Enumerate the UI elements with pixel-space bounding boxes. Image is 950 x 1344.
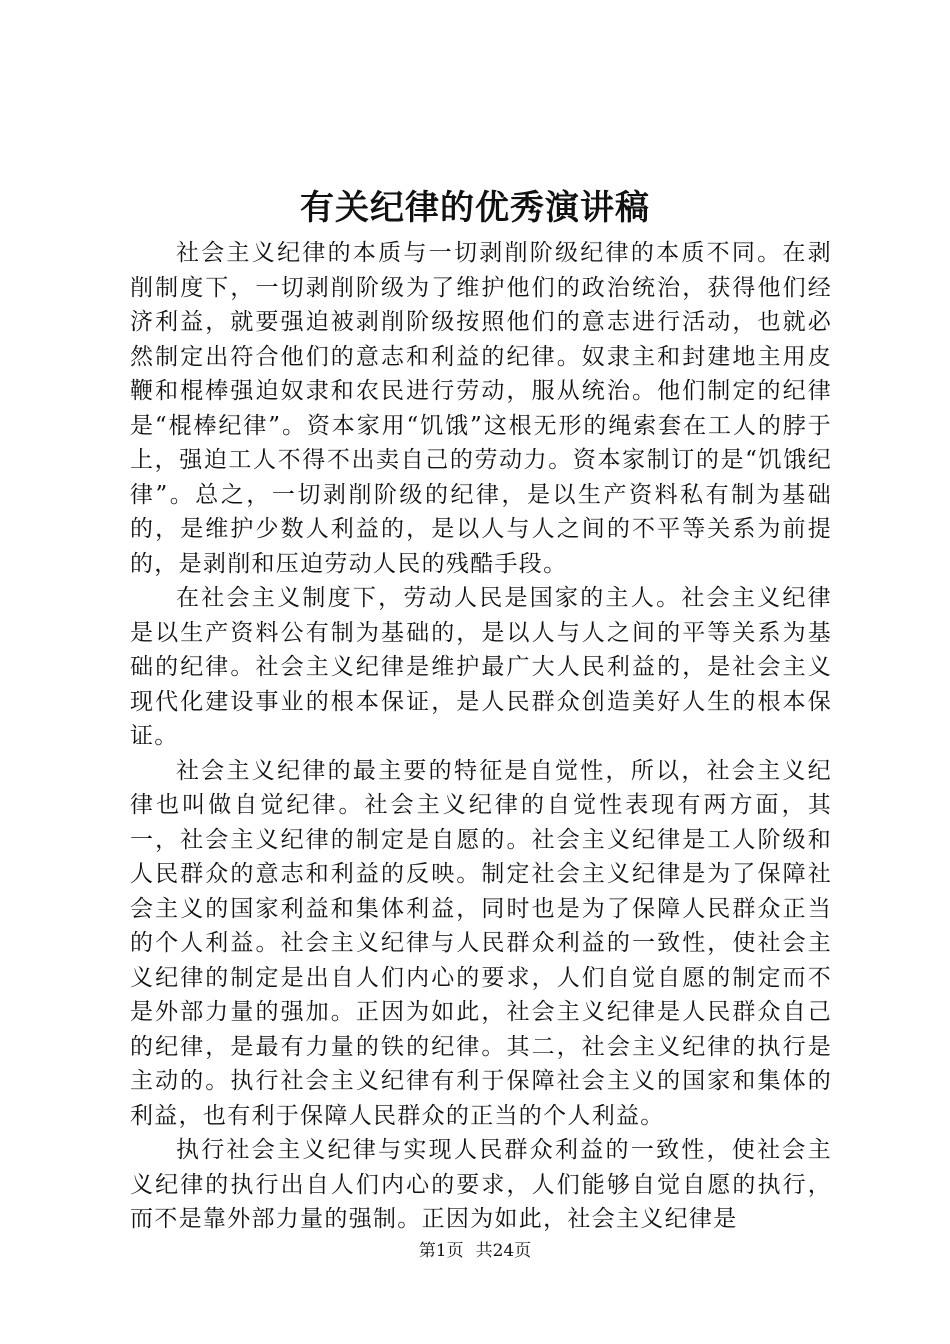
paragraph-2: 在社会主义制度下，劳动人民是国家的主人。社会主义纪律是以生产资料公有制为基础的，是以人与人之间的平等关系为基础的纪律。社会主义纪律是维护最广大人民利益的，是社会主义现代化建设事业的根本保证，是人民群众创造美好人生的根本保证。	[130, 585, 832, 749]
page-total: 共24页	[475, 1241, 532, 1261]
paragraph-1: 社会主义纪律的本质与一切剥削阶级纪律的本质不同。在剥削制度下，一切剥削阶级为了维护他们的政治统治，获得他们经济利益，就要强迫被剥削阶级按照他们的意志进行活动，也就必然制定出符合他们的意志和利益的纪律。奴隶主和封建地主用皮鞭和棍棒强迫奴隶和农民进行劳动，服从统治。他们制定的纪律是“棍棒纪律”。资本家用“饥饿”这根无形的绳索套在工人的脖于上，强迫工人不得不出卖自己的劳动力。资本家制订的是“饥饿纪律”。总之，一切剥削阶级的纪律，是以生产资料私有制为基础的，是维护少数人利益的，是以人与人之间的不平等关系为前提的，是剥削和压迫劳动人民的残酷手段。	[130, 240, 832, 577]
page-footer	[0, 1239, 950, 1263]
paragraph-4: 执行社会主义纪律与实现人民群众利益的一致性，使社会主义纪律的执行出自人们内心的要求，人们能够自觉自愿的执行，而不是靠外部力量的强制。正因为如此，社会主义纪律是	[130, 1137, 832, 1232]
document-body	[130, 236, 832, 1237]
document-title: 有关纪律的优秀演讲稿	[300, 188, 650, 228]
page-number: 第1页	[418, 1241, 464, 1261]
paragraph-3: 社会主义纪律的最主要的特征是自觉性，所以，社会主义纪律也叫做自觉纪律。社会主义纪律的自觉性表现有两方面，其一，社会主义纪律的制定是自愿的。社会主义纪律是工人阶级和人民群众的意志和利益的反映。制定社会主义纪律是为了保障社会主义的国家利益和集体利益，同时也是为了保障人民群众正当的个人利益。社会主义纪律与人民群众利益的一致性，使社会主义纪律的制定是出自人们内心的要求，人们自觉自愿的制定而不是外部力量的强加。正因为如此，社会主义纪律是人民群众自己的纪律，是最有力量的铁的纪律。其二，社会主义纪律的执行是主动的。执行社会主义纪律有利于保障社会主义的国家和集体的利益，也有利于保障人民群众的正当的个人利益。	[130, 757, 832, 1129]
